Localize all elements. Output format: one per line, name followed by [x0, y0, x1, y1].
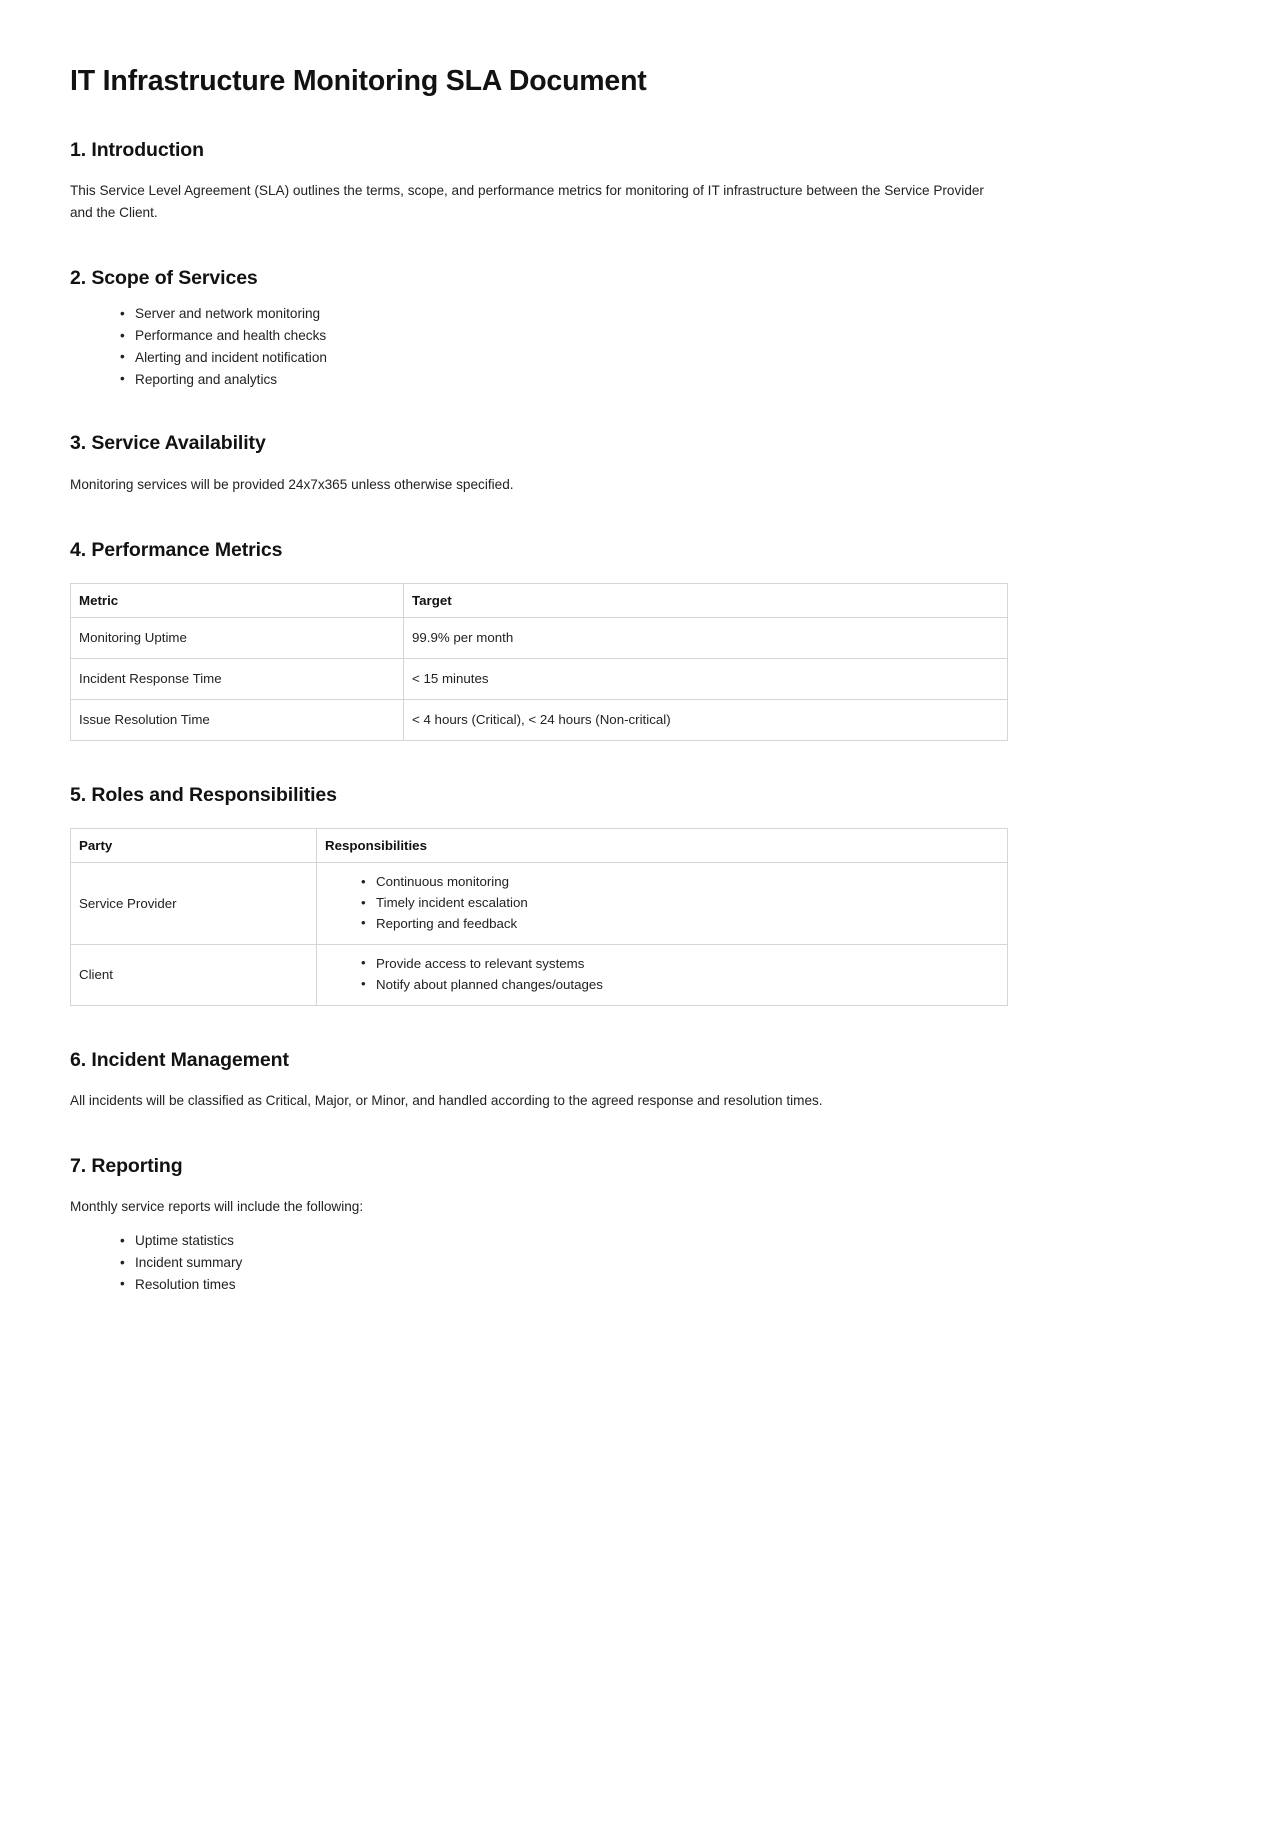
performance-metrics-table	[70, 583, 1008, 741]
list-item: • Alerting and incident notification	[120, 349, 1007, 368]
cell-party: Service Provider	[71, 863, 317, 945]
list-item: • Reporting and analytics	[120, 371, 1007, 390]
service-availability-paragraph: Monitoring services will be provided 24x7x365 unless otherwise specified.	[70, 476, 514, 492]
list-item: • Notify about planned changes/outages	[361, 976, 997, 995]
reporting-paragraph: Monthly service reports will include the following:	[70, 1199, 364, 1215]
table-header-row	[71, 829, 1008, 863]
section-heading-service-availability: 3. Service Availability	[70, 432, 266, 455]
section-heading-scope-of-services: 2. Scope of Services	[70, 267, 258, 289]
section-heading-introduction: 1. Introduction	[70, 138, 204, 161]
introduction-paragraph: This Service Level Agreement (SLA) outlines the terms, scope, and performance metrics for monitoring of IT infrastructure between the Service Provider and the Client.	[70, 182, 984, 220]
responsibilities-list	[325, 873, 997, 934]
list-item: • Resolution times	[120, 1276, 1007, 1295]
page-title: IT Infrastructure Monitoring SLA Document	[70, 65, 647, 97]
section-heading-performance-metrics: 4. Performance Metrics	[70, 538, 283, 561]
column-header-responsibilities: Responsibilities	[317, 829, 1008, 863]
cell-party: Client	[71, 944, 317, 1005]
list-item: • Server and network monitoring	[120, 305, 1007, 324]
column-header-metric: Metric	[71, 584, 404, 618]
list-item: • Reporting and feedback	[361, 915, 997, 934]
section-heading-roles-and-responsibilities: 5. Roles and Responsibilities	[70, 783, 337, 806]
table-row	[71, 699, 1008, 740]
incident-management-paragraph: All incidents will be classified as Critical, Major, or Minor, and handled according to the agreed response and resolution times.	[70, 1092, 823, 1108]
table-header-row	[71, 584, 1008, 618]
column-header-target: Target	[404, 584, 1008, 618]
column-header-party: Party	[71, 829, 317, 863]
table-row	[71, 618, 1008, 659]
roles-responsibilities-table	[70, 828, 1008, 1005]
section-heading-incident-management: 6. Incident Management	[70, 1048, 289, 1071]
cell-responsibilities	[317, 944, 1008, 1005]
reporting-list	[70, 1232, 1007, 1294]
section-heading-reporting: 7. Reporting	[70, 1154, 183, 1177]
list-item: • Performance and health checks	[120, 327, 1007, 346]
cell-target: < 4 hours (Critical), < 24 hours (Non-critical)	[404, 699, 1008, 740]
cell-target: < 15 minutes	[404, 658, 1008, 699]
cell-metric: Monitoring Uptime	[71, 618, 404, 659]
table-row	[71, 944, 1008, 1005]
list-item: • Provide access to relevant systems	[361, 955, 997, 974]
table-row	[71, 863, 1008, 945]
cell-responsibilities	[317, 863, 1008, 945]
list-item: • Uptime statistics	[120, 1232, 1007, 1251]
cell-target: 99.9% per month	[404, 618, 1008, 659]
cell-metric: Incident Response Time	[71, 658, 404, 699]
list-item: • Continuous monitoring	[361, 873, 997, 892]
responsibilities-list	[325, 955, 997, 995]
table-row	[71, 658, 1008, 699]
scope-of-services-list	[70, 305, 1007, 389]
list-item: • Incident summary	[120, 1254, 1007, 1273]
list-item: • Timely incident escalation	[361, 894, 997, 913]
cell-metric: Issue Resolution Time	[71, 699, 404, 740]
